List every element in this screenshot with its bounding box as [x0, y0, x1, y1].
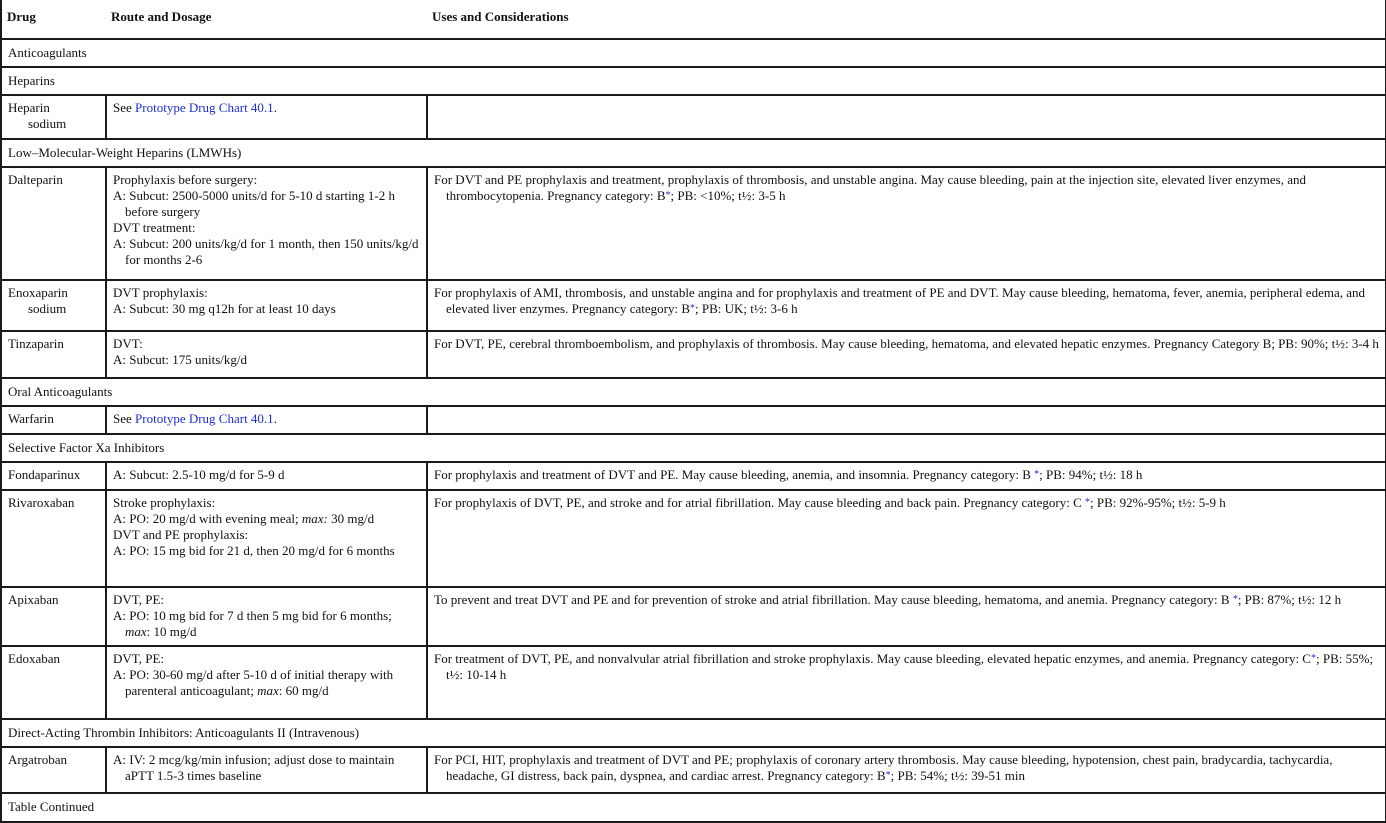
route-dosage-cell — [106, 490, 427, 587]
route-line: A: IV: 2 mcg/kg/min infusion; adjust dose to maintain aPTT 1.5-3 times baseline — [113, 752, 395, 783]
route-dosage-cell — [106, 646, 427, 719]
header-drug: Drug — [1, 0, 106, 39]
uses-cell — [427, 646, 1386, 719]
route-line: Prophylaxis before surgery: — [113, 172, 258, 187]
drug-name: Enoxaparin — [8, 285, 68, 300]
table-row-enoxaparin-sodium — [1, 280, 1386, 331]
section-label: Selective Factor Xa Inhibitors — [1, 434, 1386, 462]
table-row-rivaroxaban — [1, 490, 1386, 587]
uses-text: For DVT, PE, cerebral thromboembolism, and prophylaxis of thrombosis. May cause bleeding, hematoma, and elevated hepatic enzymes. Pregnancy Category B; PB: 90%; t½: 3-4 h — [434, 336, 1379, 351]
footnote-star-icon[interactable]: * — [885, 770, 891, 781]
table-continued-row — [1, 793, 1386, 822]
uses-cell — [427, 747, 1386, 793]
footnote-star-icon[interactable]: * — [1232, 594, 1238, 605]
route-line: A: Subcut: 200 units/kg/d for 1 month, then 150 units/kg/d for months 2-6 — [113, 236, 419, 267]
route-line: DVT, PE: — [113, 651, 165, 666]
section-label: Low–Molecular-Weight Heparins (LMWHs) — [1, 139, 1386, 167]
drug-name: Edoxaban — [1, 646, 106, 719]
uses-cell — [427, 331, 1386, 378]
uses-text: For prophylaxis of AMI, thrombosis, and unstable angina and for prophylaxis and treatment of PE and DVT. May cause bleeding, hematoma, fever, anemia, peripheral edema, and elevated liver enzymes. Pregnancy category: B — [434, 285, 1365, 316]
table-row-dalteparin — [1, 167, 1386, 280]
drug-name-cont: sodium — [28, 116, 67, 131]
drug-name: Fondaparinux — [1, 462, 106, 490]
uses-tail: ; PB: 55%; t½: 10-14 h — [446, 651, 1374, 682]
route-dosage-cell — [106, 280, 427, 331]
route-line: A: Subcut: 175 units/kg/d — [113, 352, 247, 367]
route-line — [113, 608, 420, 640]
route-dosage-cell — [106, 587, 427, 646]
uses-cell — [427, 462, 1386, 490]
route-max-label: max — [257, 683, 279, 698]
uses-tail: ; PB: UK; t½: 3-6 h — [695, 301, 798, 316]
table-row-tinzaparin — [1, 331, 1386, 378]
section-label: Anticoagulants — [1, 39, 1386, 67]
footnote-star-icon[interactable]: * — [690, 303, 696, 314]
route-dosage-cell — [106, 95, 427, 139]
footnote-star-icon[interactable]: * — [1034, 469, 1040, 480]
drug-name: Tinzaparin — [1, 331, 106, 378]
route-line: DVT prophylaxis: — [113, 285, 208, 300]
table-row-argatroban — [1, 747, 1386, 793]
uses-cell — [427, 587, 1386, 646]
drug-name-cell — [1, 95, 106, 139]
route-line: A: Subcut: 2.5-10 mg/d for 5-9 d — [113, 467, 285, 482]
route-line: DVT, PE: — [113, 592, 165, 607]
section-label: Direct-Acting Thrombin Inhibitors: Anticoagulants II (Intravenous) — [1, 719, 1386, 747]
uses-text: For prophylaxis and treatment of DVT and PE. May cause bleeding, anemia, and insomnia. Pregnancy category: B — [434, 467, 1035, 482]
table-row-fondaparinux — [1, 462, 1386, 490]
uses-tail: ; PB: 92%-95%; t½: 5-9 h — [1090, 495, 1226, 510]
route-suffix: . — [273, 411, 277, 426]
uses-text: For prophylaxis of DVT, PE, and stroke and for atrial fibrillation. May cause bleeding and back pain. Pregnancy category: C — [434, 495, 1086, 510]
route-text: A: PO: 30-60 mg/d after 5-10 d of initial therapy with parenteral anticoagulant; — [113, 667, 394, 698]
uses-tail: ; PB: 87%; t½: 12 h — [1237, 592, 1342, 607]
uses-cell — [427, 406, 1386, 434]
uses-text: For DVT and PE prophylaxis and treatment, prophylaxis of thrombosis, and unstable angina. May cause bleeding, pain at the injection site, elevated liver enzymes, and thrombocytopenia. Pregnancy category: B — [434, 172, 1306, 203]
section-row-factor-xa-inhibitors — [1, 434, 1386, 462]
table-continued-label: Table Continued — [1, 793, 1386, 822]
route-dosage-cell — [106, 331, 427, 378]
route-text: : 60 mg/d — [278, 683, 329, 698]
footnote-star-icon[interactable]: * — [1085, 497, 1091, 508]
section-row-lmwh — [1, 139, 1386, 167]
drug-name: Dalteparin — [1, 167, 106, 280]
drug-name-cont: sodium — [28, 301, 67, 316]
uses-cell — [427, 167, 1386, 280]
route-line — [113, 511, 420, 527]
uses-cell — [427, 490, 1386, 587]
route-text: 30 mg/d — [327, 511, 375, 526]
route-line — [113, 667, 420, 699]
table-header-row — [1, 0, 1386, 39]
section-row-anticoagulants — [1, 39, 1386, 67]
section-row-oral-anticoagulants — [1, 378, 1386, 406]
drug-name: Argatroban — [1, 747, 106, 793]
uses-text: To prevent and treat DVT and PE and for prevention of stroke and atrial fibrillation. May cause bleeding, hematoma, and anemia. Pregnancy category: B — [434, 592, 1233, 607]
uses-text: For PCI, HIT, prophylaxis and treatment of DVT and PE; prophylaxis of coronary artery thrombosis. May cause bleeding, hypotension, chest pain, bradycardia, tachycardia, headache, GI distress, back pain, dyspnea, and cardiac arrest. Pregnancy category: B — [434, 752, 1333, 783]
route-dosage-cell — [106, 167, 427, 280]
drug-name-cell — [1, 280, 106, 331]
footnote-star-icon[interactable]: * — [665, 190, 671, 201]
route-dosage-cell — [106, 462, 427, 490]
uses-text: For treatment of DVT, PE, and nonvalvular atrial fibrillation and stroke prophylaxis. May cause bleeding, elevated hepatic enzymes, and anemia. Pregnancy category: C — [434, 651, 1311, 666]
route-line: Stroke prophylaxis: — [113, 495, 216, 510]
route-max-label: max — [125, 624, 147, 639]
table-row-heparin-sodium — [1, 95, 1386, 139]
route-line: A: PO: 15 mg bid for 21 d, then 20 mg/d for 6 months — [113, 543, 395, 558]
uses-cell — [427, 95, 1386, 139]
route-line: DVT: — [113, 336, 143, 351]
route-text: : 10 mg/d — [146, 624, 197, 639]
route-prefix: See — [113, 411, 136, 426]
table-row-apixaban — [1, 587, 1386, 646]
route-suffix: . — [273, 100, 277, 115]
route-line: A: Subcut: 30 mg q12h for at least 10 days — [113, 301, 336, 316]
route-dosage-cell — [106, 406, 427, 434]
uses-cell — [427, 280, 1386, 331]
section-row-direct-thrombin-inhibitors — [1, 719, 1386, 747]
route-text: A: PO: 20 mg/d with evening meal; — [113, 511, 302, 526]
prototype-drug-chart-link[interactable]: Prototype Drug Chart 40.1 — [135, 100, 274, 115]
uses-tail: ; PB: <10%; t½: 3-5 h — [670, 188, 786, 203]
section-row-heparins — [1, 67, 1386, 95]
drug-name: Rivaroxaban — [1, 490, 106, 587]
drug-name: Heparin — [8, 100, 50, 115]
drug-name: Apixaban — [1, 587, 106, 646]
drug-name: Warfarin — [1, 406, 106, 434]
route-line: DVT treatment: — [113, 220, 196, 235]
route-line: A: Subcut: 2500-5000 units/d for 5-10 d starting 1-2 h before surgery — [113, 188, 396, 219]
table-row-warfarin — [1, 406, 1386, 434]
route-text: A: PO: 10 mg bid for 7 d then 5 mg bid for 6 months; — [113, 608, 392, 623]
uses-tail: ; PB: 54%; t½: 39-51 min — [890, 768, 1025, 783]
header-route-dosage: Route and Dosage — [106, 0, 427, 39]
uses-tail: ; PB: 94%; t½: 18 h — [1039, 467, 1143, 482]
route-line: DVT and PE prophylaxis: — [113, 527, 249, 542]
section-label: Heparins — [1, 67, 1386, 95]
footnote-star-icon[interactable]: * — [1310, 653, 1316, 664]
route-dosage-cell — [106, 747, 427, 793]
route-max-label: max: — [301, 511, 328, 526]
section-label: Oral Anticoagulants — [1, 378, 1386, 406]
prototype-drug-chart-link[interactable]: Prototype Drug Chart 40.1 — [135, 411, 274, 426]
table-row-edoxaban — [1, 646, 1386, 719]
header-uses-considerations: Uses and Considerations — [427, 0, 1386, 39]
route-prefix: See — [113, 100, 136, 115]
